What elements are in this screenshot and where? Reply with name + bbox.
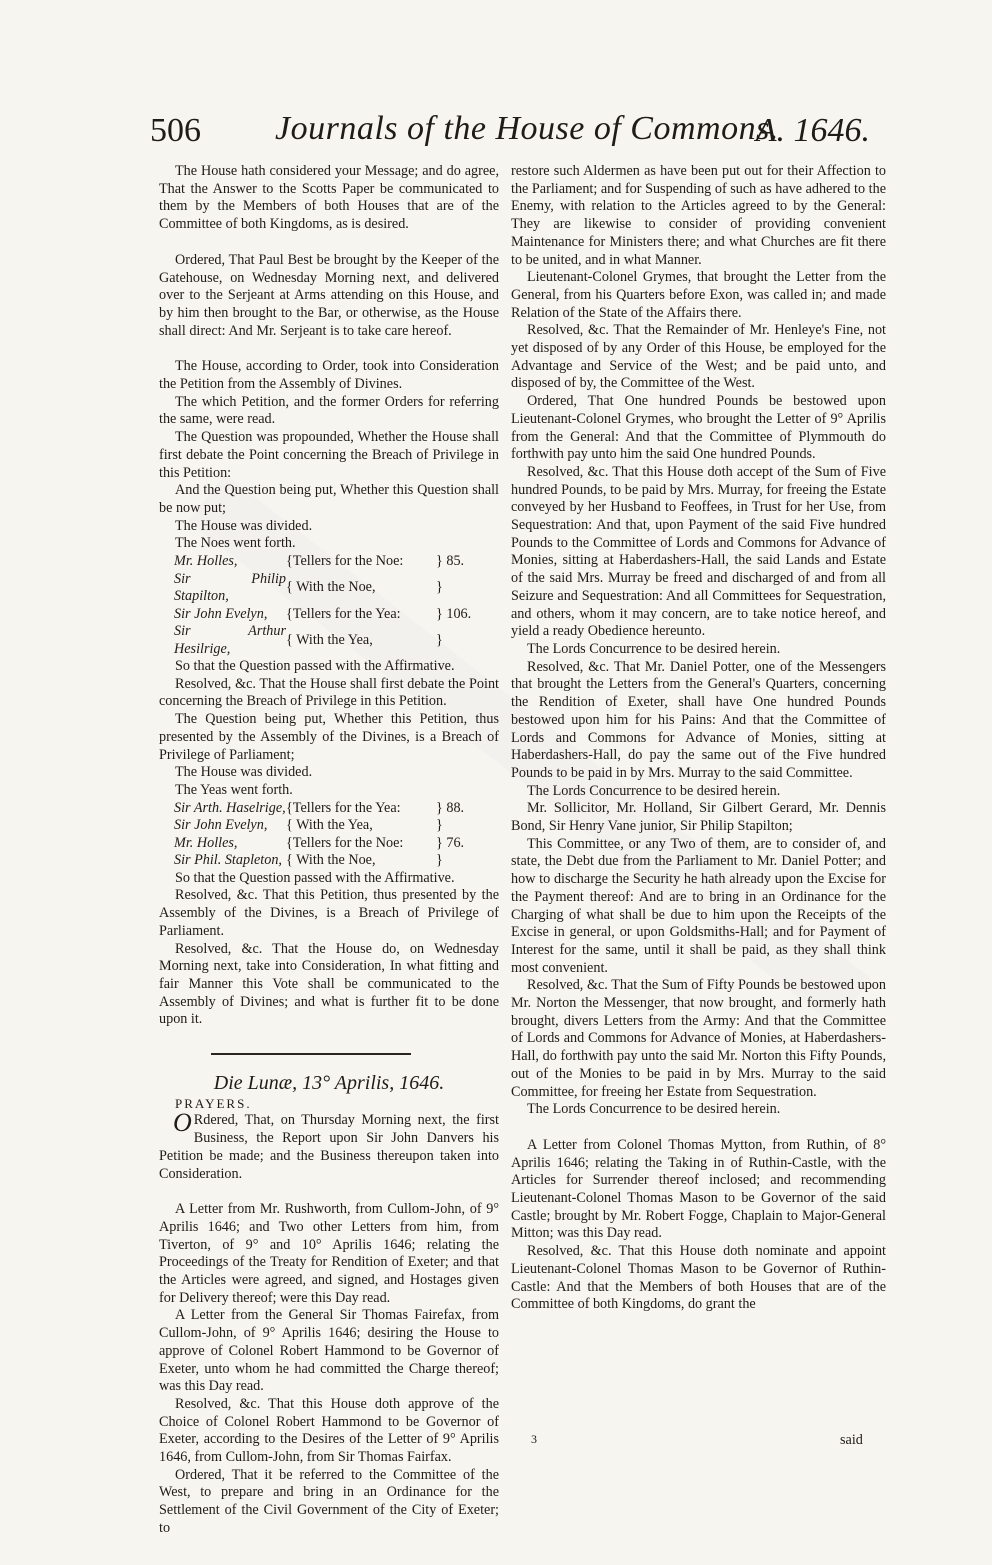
- teller-row: [159, 623, 499, 658]
- teller-role: {Tellers for the Noe:: [286, 834, 404, 851]
- paragraph: A Letter from Mr. Rushworth, from Cullom-John, of 9° Aprilis 1646; and Two other Letters from him, from Tiverton, of 9° and 10° Aprilis 1646; relating the Proceedings of the Treaty for Rendition of Exeter; and that the Articles were agreed, and signed, and Hostages given for Delivery thereof; were this Day read.: [159, 1201, 499, 1306]
- vote-count: } 85.: [436, 553, 465, 570]
- paragraph: This Committee, or any Two of them, are to consider of, and state, the Debt due from the Parliament to Mr. Daniel Potter; and how to discharge the Security he hath already upon the Excise for the Payment thereof: And are to bring in an Ordinance for the Charging of what shall be due to him upon the Receipts of the Excise in general, or upon Goldsmiths-Hall; and for Payment of Interest for the same, until it shall be paid, as they shall think most convenient.: [511, 835, 886, 976]
- paragraph: The House hath considered your Message; and do agree, That the Answer to the Scotts Paper be communicated to them by the Members of both Houses that are of the Committee of both Kingdoms, as is desired.: [159, 163, 499, 233]
- paragraph: restore such Aldermen as have been put out for their Affection to the Parliament; and for Suspending of such as have adhered to the Enemy, with relation to the Articles agreed to by the General: They are likewise to consider of providing convenient Maintenance for Ministers there; and what Churches are fit there to be united, and in what Manner.: [511, 163, 886, 268]
- teller-role: {Tellers for the Noe:: [286, 553, 404, 570]
- prayers-heading: PRAYERS.: [175, 1095, 252, 1111]
- running-title: Journals of the House of Commons.: [275, 110, 779, 147]
- teller-row: [159, 606, 499, 624]
- paragraph: The Lords Concurrence to be desired herein.: [527, 640, 781, 657]
- paragraph: And the Question being put, Whether this Question shall be now put;: [159, 482, 499, 516]
- division-table-1: [159, 553, 499, 658]
- right-column: [511, 163, 886, 1314]
- paragraph: The Yeas went forth.: [175, 781, 293, 798]
- teller-name: Sir John Evelyn,: [174, 605, 268, 622]
- teller-role: {Tellers for the Yea:: [286, 605, 401, 622]
- teller-row: [159, 817, 499, 835]
- teller-row: [159, 852, 499, 870]
- paragraph: So that the Question passed with the Affirmative.: [175, 658, 455, 675]
- vote-count: }: [436, 817, 443, 834]
- vote-count: }: [436, 631, 443, 648]
- paragraph: The which Petition, and the former Orders for referring the same, were read.: [159, 393, 499, 428]
- paragraph: The House was divided.: [175, 517, 313, 534]
- paragraph: Resolved, &c. That the Remainder of Mr. Henleye's Fine, not yet disposed of by any Order of this House, be employed for the Advantage and Service of the West; and be paid unto, and disposed of by, the Committee of the West.: [511, 322, 886, 392]
- left-column: [159, 163, 499, 1538]
- page-year: A. 1646.: [755, 112, 870, 149]
- paragraph: Resolved, &c. That this House doth approve of the Choice of Colonel Robert Hammond to be Governor of Exeter, according to the Desires of the Letter of 9° Aprilis 1646, from Cullom-John, from Sir Thomas Fairfax.: [159, 1395, 499, 1466]
- paragraph: The House was divided.: [175, 764, 313, 781]
- paragraph: The Question was propounded, Whether the House shall first debate the Point concerning the Breach of Privilege in this Petition:: [159, 429, 499, 481]
- day-heading: Die Lunæ, 13° Aprilis, 1646.: [213, 1072, 445, 1095]
- teller-role: { With the Noe,: [286, 579, 376, 596]
- paragraph: The Noes went forth.: [175, 535, 296, 552]
- paragraph: The House, according to Order, took into Consideration the Petition from the Assembly of Divines.: [159, 358, 499, 393]
- catchword: said: [840, 1432, 863, 1448]
- vote-count: } 76.: [436, 834, 465, 851]
- teller-name: Sir Arth. Haselrige,: [174, 799, 286, 816]
- page-number: 506: [150, 112, 201, 149]
- paragraph: The Lords Concurrence to be desired herein.: [527, 1101, 781, 1118]
- teller-row: [159, 571, 499, 606]
- paragraph: Resolved, &c. That this House doth nominate and appoint Lieutenant-Colonel Thomas Mason to be Governor of Ruthin-Castle: And that the Members of both Houses that are of the Committee of both Kingdoms, do grant the: [511, 1243, 886, 1313]
- teller-name: Sir Philip Stapilton,: [174, 570, 286, 605]
- vote-count: }: [436, 852, 443, 869]
- page-header: [150, 108, 870, 160]
- teller-role: { With the Yea,: [286, 631, 373, 648]
- teller-row: [159, 800, 499, 818]
- teller-name: Sir John Evelyn,: [174, 817, 268, 834]
- paragraph: Ordered, That it be referred to the Committee of the West, to prepare and bring in an Ordinance for the Settlement of the Civil Government of the City of Exeter; to: [159, 1466, 499, 1536]
- teller-row: [159, 835, 499, 853]
- paragraph: The Lords Concurrence to be desired herein.: [527, 782, 781, 799]
- vote-count: } 88.: [436, 799, 465, 816]
- division-table-2: [159, 800, 499, 870]
- teller-role: {Tellers for the Yea:: [286, 799, 401, 816]
- teller-role: { With the Noe,: [286, 852, 376, 869]
- vote-count: }: [436, 579, 443, 596]
- signature-mark: 3: [531, 1432, 537, 1446]
- paragraph: Resolved, &c. That the House shall first debate the Point concerning the Breach of Privilege in this Petition.: [159, 675, 499, 710]
- paragraph-text: Rdered, That, on Thursday Morning next, the first Business, the Report upon Sir John Danvers his Petition be made; and the Business thereupon taken into Consideration.: [159, 1112, 499, 1182]
- paragraph: [159, 1108, 499, 1183]
- teller-name: Sir Arthur Hesilrige,: [174, 623, 286, 657]
- drop-cap: O: [173, 1108, 192, 1138]
- paragraph: The Question being put, Whether this Petition, thus presented by the Assembly of the Divines, is a Breach of Privilege of Parliament;: [159, 711, 499, 763]
- vote-count: } 106.: [436, 605, 472, 622]
- paragraph: Resolved, &c. That this House doth accept of the Sum of Five hundred Pounds, to be paid by Mrs. Murray, for freeing the Estate conveyed by her Husband to Feoffees, in Trust for her Use, from Sequestration: And that, upon Payment of the said Five hundred Pounds to the Committee of Lords and Commons for Advance of Monies, sitting at Haberdashers-Hall, the said Lands and Estate of the said Mrs. Murray be freed and discharged of and from all Seizure and Sequestration: And all Committees for Sequestration, and others, whom it may concern, are to take notice hereof, and yield a ready Obedience hereunto.: [511, 463, 886, 640]
- paragraph: Resolved, &c. That Mr. Daniel Potter, one of the Messengers that brought the Letters from the General's Quarters, concerning the Rendition of Exeter, shall have One hundred Pounds bestowed upon him for his Pains: And that the Committee of Lords and Commons for Advance of Monies, sitting at Haberdashers-Hall, do pay the same out of the Five hundred Pounds to be paid in by Mrs. Murray to the said Committee.: [511, 658, 886, 781]
- section-rule: [211, 1053, 411, 1055]
- paragraph: A Letter from Colonel Thomas Mytton, from Ruthin, of 8° Aprilis 1646; relating the Taking in of Ruthin-Castle, with the Articles for Surrender thereof inclosed; and recommending Lieutenant-Colonel Thomas Mason to be Governor of the said Castle; brought by Mr. Robert Fogge, Chaplain to Major-General Mitton; was this Day read.: [511, 1136, 886, 1242]
- teller-name: Sir Phil. Stapleton,: [174, 852, 282, 869]
- paragraph: Ordered, That One hundred Pounds be bestowed upon Lieutenant-Colonel Grymes, who brought the Letter of 9° Aprilis from the General: And that the Committee of Plymmouth do forthwith pay unto him the said One hundred Pounds.: [511, 393, 886, 463]
- paragraph: So that the Question passed with the Affirmative.: [175, 869, 455, 886]
- teller-name: Mr. Holles,: [174, 553, 238, 570]
- paragraph: A Letter from the General Sir Thomas Fairefax, from Cullom-John, of 9° Aprilis 1646; desiring the House to approve of Colonel Robert Hammond to be Governor of Exeter, unto whom he had committed the Charge thereof; was this Day read.: [159, 1307, 499, 1395]
- paragraph: Resolved, &c. That the Sum of Fifty Pounds be bestowed upon Mr. Norton the Messenger, that now brought, and formerly hath brought, divers Letters from the Army: And that the Committee of Lords and Commons for Advance of Monies, at Haberdashers-Hall, do forthwith pay unto the said Mr. Norton this Fifty Pounds, out of the Monies to be paid in by Mrs. Murray to the said Committee, for freeing her Estate from Sequestration.: [511, 977, 886, 1100]
- teller-name: Mr. Holles,: [174, 834, 238, 851]
- paragraph: Resolved, &c. That this Petition, thus presented by the Assembly of the Divines, is a Breach of Privilege of Parliament.: [159, 887, 499, 939]
- teller-role: { With the Yea,: [286, 817, 373, 834]
- paragraph: Resolved, &c. That the House do, on Wednesday Morning next, take into Consideration, In what fitting and fair Manner this Vote shall be communicated to the Assembly of Divines; and what is further fit to be done upon it.: [159, 940, 499, 1028]
- paragraph: Ordered, That Paul Best be brought by the Keeper of the Gatehouse, on Wednesday Morning next, and delivered over to the Serjeant at Arms attending on this House, and by him then brought to the Bar, or otherwise, as the House shall direct: And Mr. Serjeant is to take care hereof.: [159, 251, 499, 339]
- paragraph: Mr. Sollicitor, Mr. Holland, Sir Gilbert Gerard, Mr. Dennis Bond, Sir Henry Vane junior, Sir Philip Stapilton;: [511, 800, 886, 835]
- teller-row: [159, 553, 499, 571]
- paragraph: Lieutenant-Colonel Grymes, that brought the Letter from the General, from his Quarters before Exon, was called in; and made Relation of the State of the Affairs there.: [511, 269, 886, 321]
